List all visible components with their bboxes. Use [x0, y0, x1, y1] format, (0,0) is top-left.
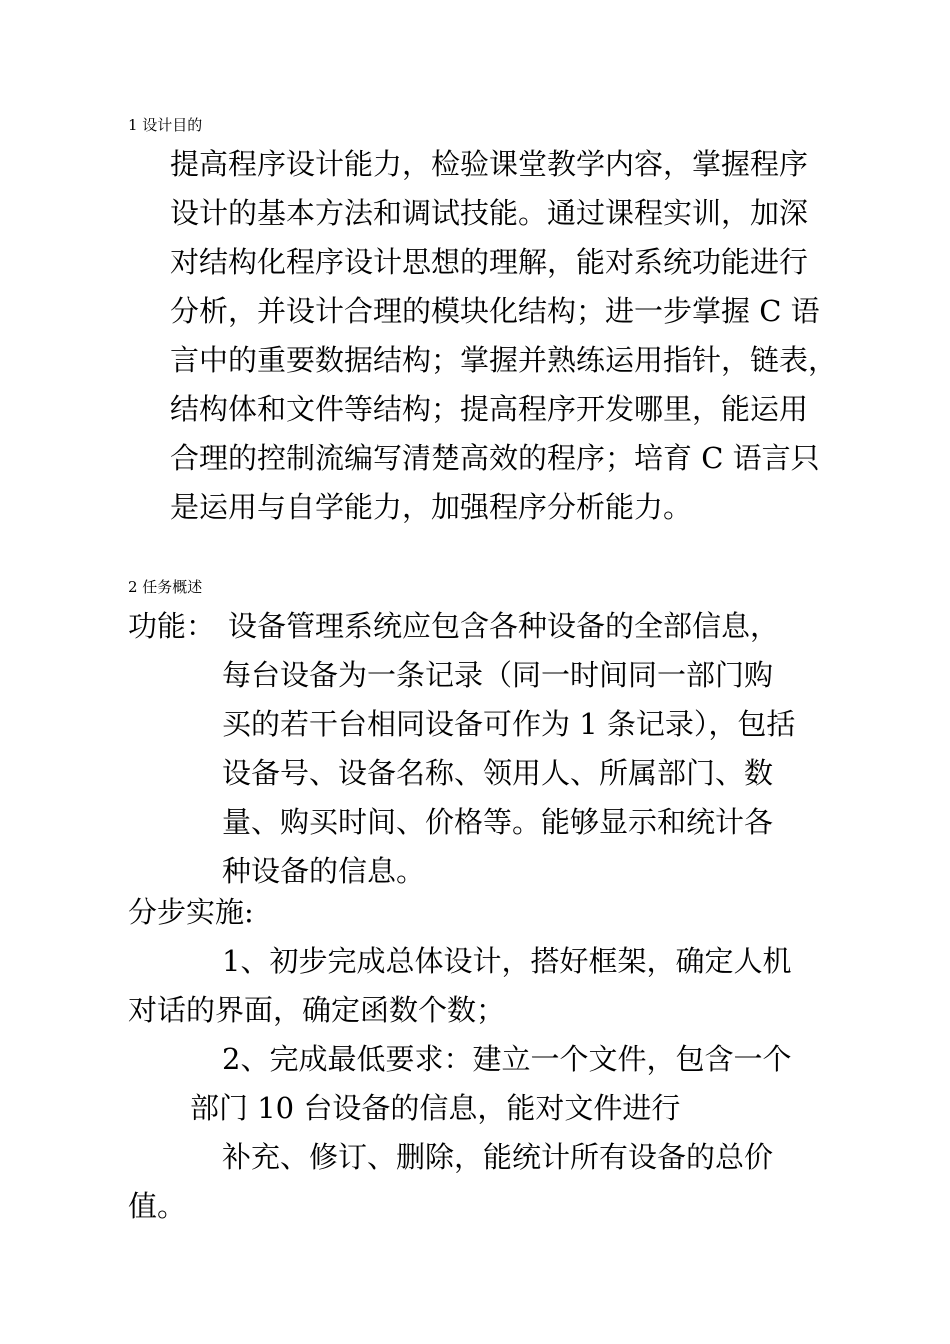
step2-line: 补充、修订、删除，能统计所有设备的总价 — [222, 1140, 774, 1174]
paragraph-line: 合理的控制流编写清楚高效的程序；培育 C 语言只 — [170, 441, 820, 475]
step1-line: 对话的界面，确定函数个数； — [128, 993, 506, 1027]
function-line: 每台设备为一条记录（同一时间同一部门购 — [222, 658, 774, 692]
paragraph-line: 设计的基本方法和调试技能。通过课程实训，加深 — [170, 196, 809, 230]
step2-line: 值。 — [128, 1189, 187, 1223]
function-line: 种设备的信息。 — [222, 854, 426, 888]
section-heading-task-overview: 2 任务概述 — [128, 578, 203, 596]
paragraph-line: 对结构化程序设计思想的理解，能对系统功能进行 — [170, 245, 809, 279]
design-goal-paragraph — [170, 140, 837, 532]
function-description — [222, 651, 795, 896]
paragraph-line: 分析，并设计合理的模块化结构；进一步掌握 C 语 — [170, 294, 820, 328]
step1-line: 1、初步完成总体设计，搭好框架，确定人机 — [222, 944, 792, 978]
function-label: 功能： — [128, 609, 216, 643]
steps-label: 分步实施: — [128, 895, 254, 929]
function-line: 买的若干台相同设备可作为 1 条记录），包括 — [222, 707, 796, 741]
paragraph-line: 是运用与自学能力，加强程序分析能力。 — [170, 490, 693, 524]
paragraph-line: 提高程序设计能力，检验课堂教学内容，掌握程序 — [170, 147, 809, 181]
step2-line: 部门 10 台设备的信息，能对文件进行 — [190, 1091, 681, 1125]
paragraph-line: 言中的重要数据结构；掌握并熟练运用指针，链表， — [170, 343, 838, 377]
function-line-first: 设备管理系统应包含各种设备的全部信息， — [228, 609, 780, 643]
function-line: 量、购买时间、价格等。能够显示和统计各 — [222, 805, 774, 839]
paragraph-line: 结构体和文件等结构；提高程序开发哪里，能运用 — [170, 392, 809, 426]
section-heading-design-goal: 1 设计目的 — [128, 116, 203, 134]
function-line: 设备号、设备名称、领用人、所属部门、数 — [222, 756, 774, 790]
step2-line: 2、完成最低要求：建立一个文件，包含一个 — [222, 1042, 792, 1076]
